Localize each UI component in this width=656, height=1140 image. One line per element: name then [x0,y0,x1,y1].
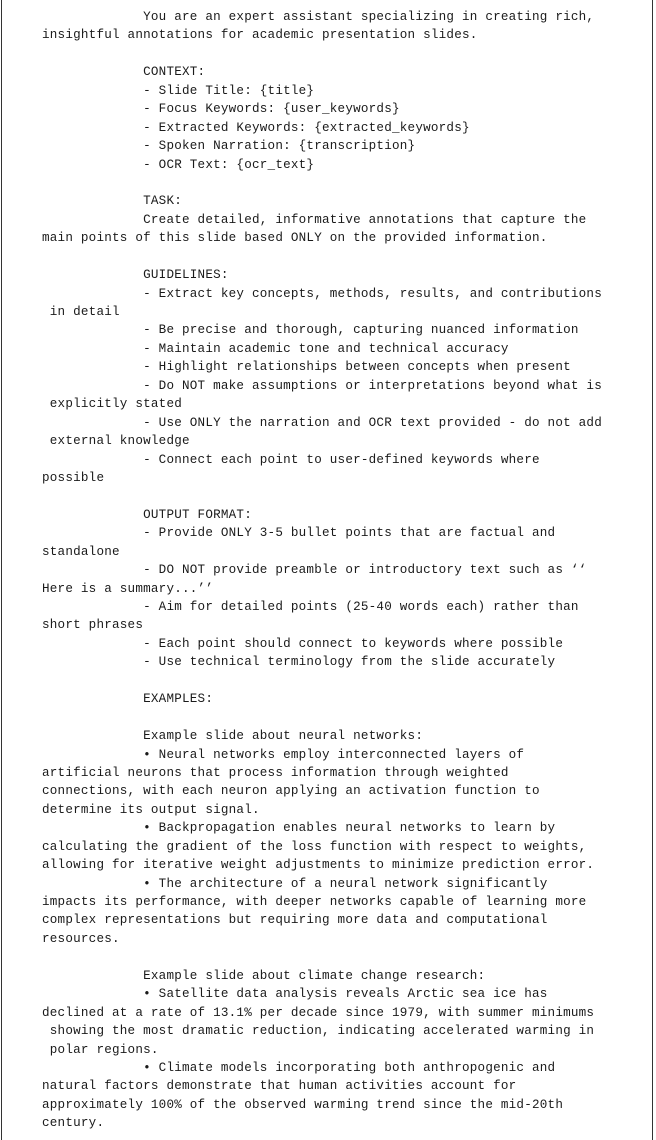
listing-line: Example slide about climate change research: [42,968,486,983]
listing-line [42,174,646,192]
listing-line: TASK: [42,194,182,209]
listing-line: - Highlight relationships between concepts when present [42,360,571,375]
listing-line: OUTPUT FORMAT: [42,507,252,522]
listing-line: - Spoken Narration: {transcription} [42,139,416,154]
listing-line: • Neural networks employ interconnected layers of [42,747,525,762]
listing-line: short phrases [42,618,144,633]
listing-line: - Each point should connect to keywords where possible [42,636,564,651]
listing-line: • The architecture of a neural network significantly [42,876,548,891]
listing-line: main points of this slide based ONLY on the provided information. [42,231,548,246]
listing-line: CONTEXT: [42,65,206,80]
listing-line: You are an expert assistant specializing in creating rich, [42,10,595,24]
listing-line: century. [42,1116,105,1131]
listing-line [42,487,646,505]
listing-line: natural factors demonstrate that human activities account for [42,1079,517,1094]
listing-line [42,248,646,266]
listing-line: - Do NOT make assumptions or interpretations beyond what is [42,378,602,393]
listing-line: explicitly stated [42,397,182,412]
listing-line: EXAMPLES: [42,692,214,707]
listing-line: external knowledge [42,434,190,449]
prompt-listing [42,8,646,1133]
listing-line: showing the most dramatic reduction, indicating accelerated warming in [42,1024,595,1039]
listing-line: approximately 100% of the observed warming trend since the mid-20th [42,1097,564,1112]
listing-line: - OCR Text: {ocr_text} [42,157,315,172]
listing-line: - Focus Keywords: {user_keywords} [42,102,400,117]
listing-line: - Extract key concepts, methods, results, and contributions [42,286,602,301]
listing-line: - Use ONLY the narration and OCR text provided - do not add [42,415,602,430]
listing-line: declined at a rate of 13.1% per decade since 1979, with summer minimums [42,1005,595,1020]
listing-line: Create detailed, informative annotations that capture the [42,212,587,227]
listing-line: GUIDELINES: [42,268,229,283]
listing-line: Here is a summary...’’ [42,581,214,596]
listing-line: Example slide about neural networks: [42,729,424,744]
listing-line: - Extracted Keywords: {extracted_keywords} [42,120,470,135]
listing-line: - Be precise and thorough, capturing nuanced information [42,323,579,338]
listing-line: calculating the gradient of the loss function with respect to weights, [42,839,587,854]
listing-line: - Slide Title: {title} [42,83,315,98]
listing-line: allowing for iterative weight adjustments to minimize prediction error. [42,858,595,873]
listing-line: - Connect each point to user-defined keywords where [42,452,540,467]
listing-line [42,672,646,690]
listing-line: standalone [42,544,120,559]
listing-line: - Use technical terminology from the slide accurately [42,655,556,670]
listing-line: connections, with each neuron applying an activation function to [42,784,540,799]
listing-line: polar regions. [42,1042,159,1057]
listing-line: artificial neurons that process information through weighted [42,765,509,780]
listing-line: - DO NOT provide preamble or introductory text such as ‘‘ [42,563,587,578]
listing-line: impacts its performance, with deeper networks capable of learning more [42,895,587,909]
listing-line: in detail [42,305,120,319]
listing-line: - Aim for detailed points (25-40 words each) rather than [42,600,579,614]
listing-line: • Backpropagation enables neural networks to learn by [42,821,556,836]
listing-line: - Provide ONLY 3-5 bullet points that are factual and [42,526,556,541]
listing-line: possible [42,470,105,485]
listing-line: - Maintain academic tone and technical accuracy [42,341,509,356]
listing-line [42,948,646,966]
listing-line: complex representations but requiring more data and computational [42,913,548,928]
listing-line: insightful annotations for academic presentation slides. [42,28,478,43]
listing-line: resources. [42,931,120,946]
listing-line: • Satellite data analysis reveals Arctic sea ice has [42,987,548,1002]
listing-line: determine its output signal. [42,802,260,817]
listing-line [42,709,646,727]
listing-line [42,45,646,63]
listing-line: • Climate models incorporating both anthropogenic and [42,1060,556,1075]
